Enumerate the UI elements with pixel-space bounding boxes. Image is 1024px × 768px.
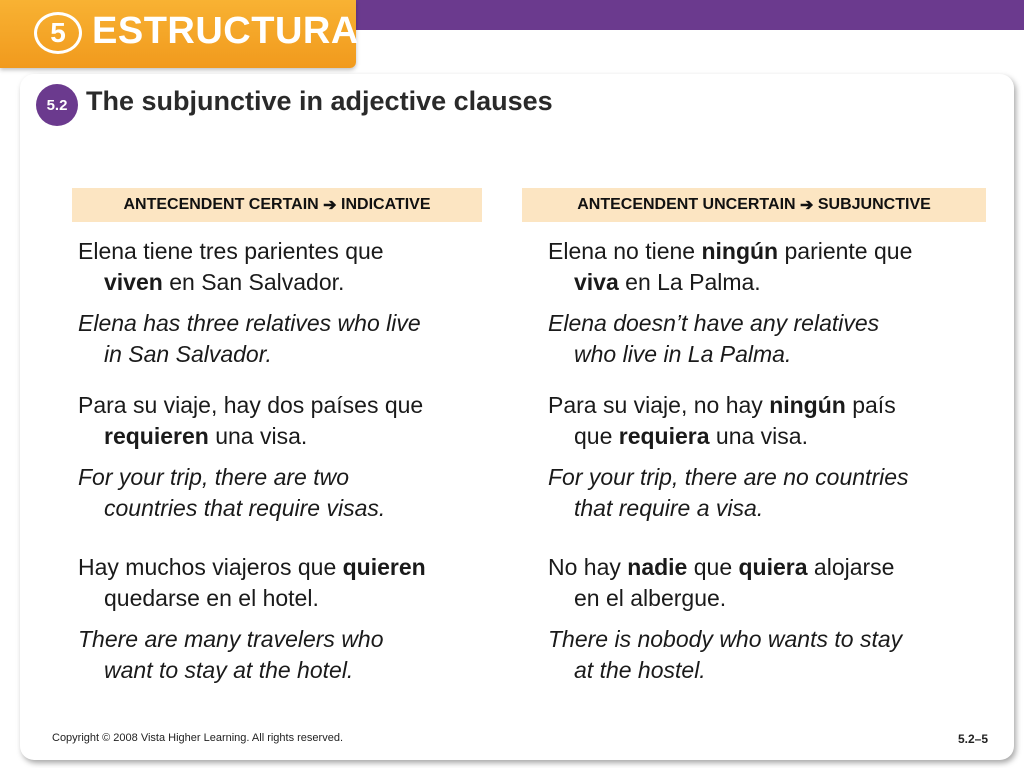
right-header-label: ANTECENDENT UNCERTAIN: [577, 196, 796, 213]
section-number-badge: 5.2: [36, 84, 78, 126]
right-example-1-english: Elena doesn’t have any relatives who live in La Palma.: [548, 310, 880, 367]
left-example-1-english: Elena has three relatives who live in San Salvador.: [78, 310, 421, 367]
chapter-title: ESTRUCTURA: [92, 10, 359, 52]
right-column-header: [522, 188, 986, 222]
section-title: The subjunctive in adjective clauses: [86, 86, 553, 116]
arrow-right-icon: ➔: [795, 197, 818, 214]
left-example-1-spanish: Elena tiene tres parientes que viven en San Salvador.: [78, 238, 384, 295]
left-example-3-spanish: Hay muchos viajeros que quieren quedarse en el hotel.: [78, 554, 426, 611]
left-example-2-english: For your trip, there are two countries that require visas.: [78, 464, 386, 521]
right-header-result: SUBJUNCTIVE: [817, 196, 931, 213]
left-header-result: INDICATIVE: [341, 196, 431, 213]
right-example-3-spanish: No hay nadie que quiera alojarse en el albergue.: [548, 554, 895, 611]
left-column-header: [72, 188, 482, 222]
left-example-2-spanish: Para su viaje, hay dos países que requieren una visa.: [78, 392, 424, 449]
left-header-label: ANTECENDENT CERTAIN: [123, 196, 319, 213]
copyright-notice: Copyright © 2008 Vista Higher Learning. All rights reserved.: [52, 732, 344, 744]
arrow-right-icon: ➔: [318, 197, 342, 214]
chapter-header-tab: [0, 0, 359, 68]
right-example-1-spanish: Elena no tiene ningún pariente que viva en La Palma.: [548, 238, 913, 295]
chapter-number-badge: 5: [34, 12, 82, 54]
right-example-2-spanish: Para su viaje, no hay ningún país que requiera una visa.: [548, 392, 896, 449]
right-example-2-english: For your trip, there are no countries that require a visa.: [548, 464, 909, 521]
right-example-3-english: There is nobody who wants to stay at the hostel.: [548, 626, 903, 683]
page-number: 5.2–5: [957, 732, 988, 746]
left-example-3-english: There are many travelers who want to stay at the hotel.: [78, 626, 384, 683]
